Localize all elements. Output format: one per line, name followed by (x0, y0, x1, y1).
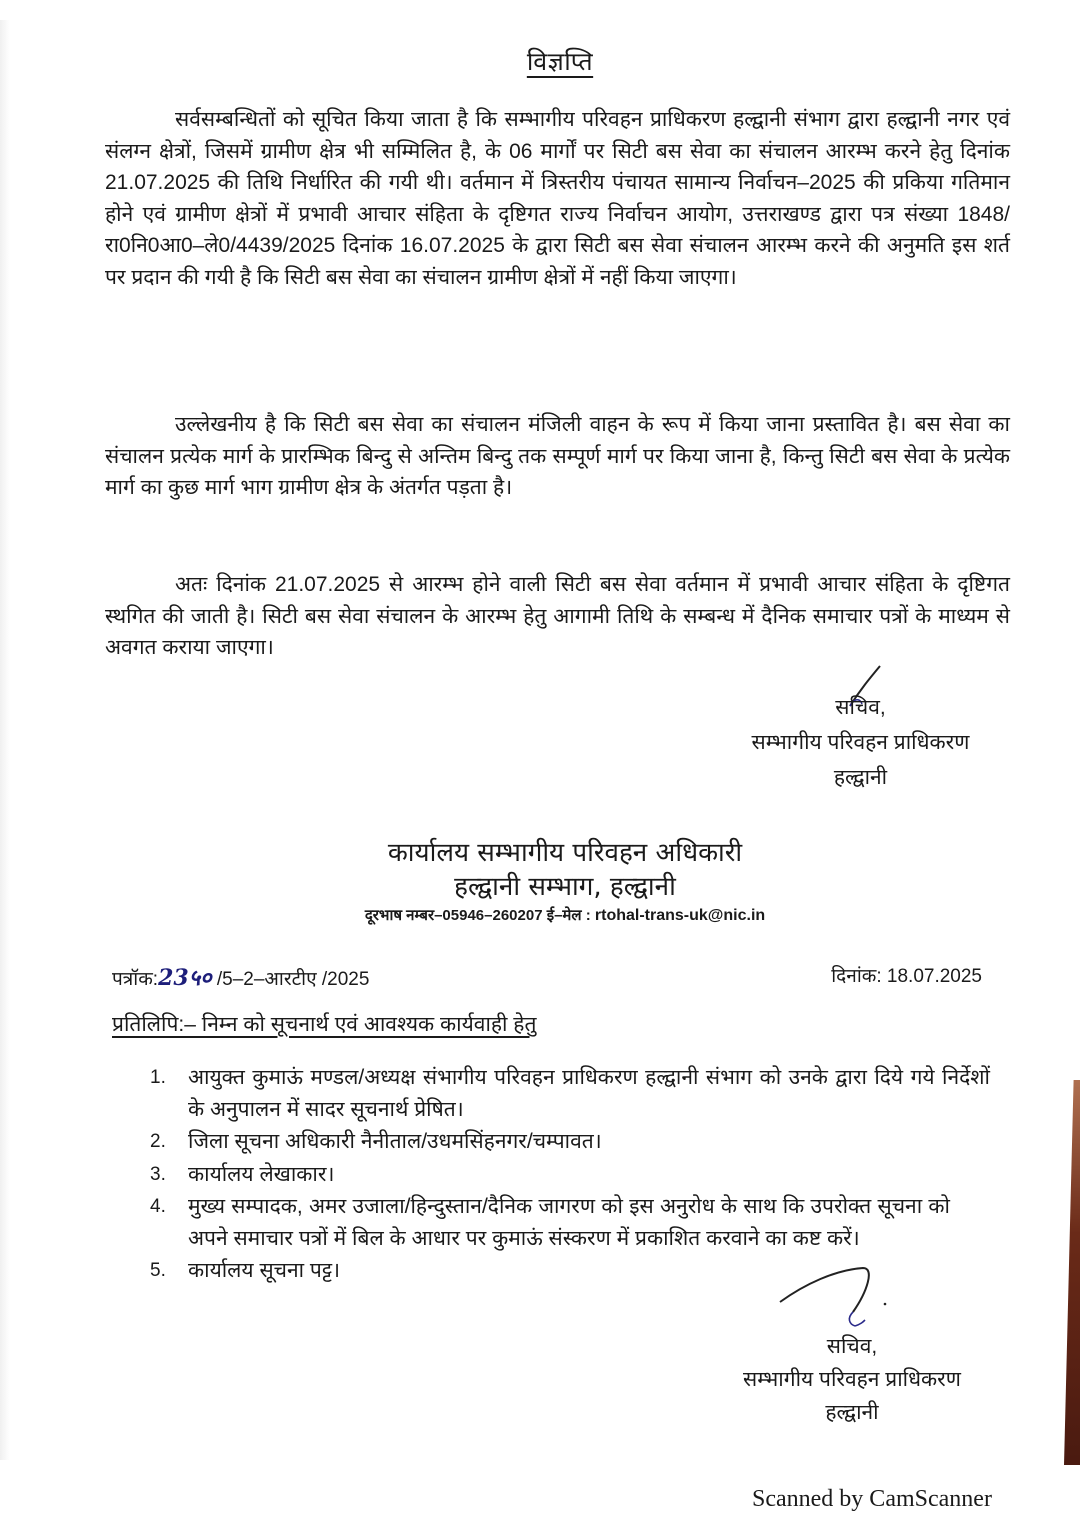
letter-date (831, 962, 982, 992)
notice-paragraph-1: सर्वसम्बन्धितों को सूचित किया जाता है कि सम्भागीय परिवहन प्राधिकरण हल्द्वानी संभाग द्वारा हल्द्वानी नगर एवं संलग्न क्षेत्रों, जिसमें ग्रामीण क्षेत्र भी सम्मिलित है, के 06 मार्गों पर सिटी बस सेवा का संचालन आरम्भ करने हेतु दिनांक 21.07.2025 की तिथि निर्धारित की गयी थी। वर्तमान में त्रिस्तरीय पंचायत सामान्य निर्वाचन–2025 की प्रकिया गतिमान होने एवं ग्रामीण क्षेत्रों में प्रभावी आचार संहिता के दृष्टिगत राज्य निर्वाचन आयोग, उत्तराखण्ड द्वारा पत्र संख्या 1848/रा0नि0आ0–ले0/4439/2025 दिनांक 16.07.2025 के द्वारा सिटी बस सेवा संचालन आरम्भ करने की अनुमति इस शर्त पर प्रदान की गयी है कि सिटी बस सेवा का संचालन ग्रामीण क्षेत्रों में नहीं किया जाएगा। (105, 108, 1010, 289)
office-header (330, 836, 800, 928)
office-email: rtohal-trans-uk@nic.in (594, 907, 766, 924)
notice-title: विज्ञप्ति (526, 48, 594, 76)
list-item (150, 1191, 950, 1254)
list-item-number: 2. (150, 1131, 166, 1152)
signature-place: हल्द्वानी (833, 766, 888, 789)
notice-paragraph-3: अतः दिनांक 21.07.2025 से आरम्भ होने वाली सिटी बस सेवा वर्तमान में प्रभावी आचार संहिता के दृष्टिगत स्थगित की जाती है। सिटी बस सेवा संचालन के आरम्भ हेतु आगामी तिथि के सम्बन्ध में दैनिक समाचार पत्रों के माध्यम से अवगत कराया जाएगा। (105, 573, 1010, 659)
signature-place: हल्द्वानी (825, 1401, 879, 1424)
handwritten-letter-number: 23५० (158, 965, 212, 991)
office-contact (330, 904, 800, 928)
letter-number (112, 962, 369, 992)
camscanner-watermark: Scanned by CamScanner (752, 1486, 992, 1512)
office-division: हल्द्वानी सम्भाग, हल्द्वानी (454, 872, 676, 902)
copy-to-heading: प्रतिलिपि:– निम्न को सूचनार्थ एवं आवश्यक कार्यवाही हेतु (112, 1013, 537, 1036)
list-item-number: 5. (150, 1260, 166, 1281)
signature-mark-2 (775, 1262, 895, 1332)
list-item-number: 4. (150, 1196, 166, 1217)
list-item (150, 1159, 990, 1191)
list-item-text: जिला सूचना अधिकारी नैनीताल/उधमसिंहनगर/चम्पावत। (188, 1130, 602, 1153)
table-background-edge (1064, 1080, 1080, 1465)
notice-paragraph-2: उल्लेखनीय है कि सिटी बस सेवा का संचालन मंजिली वाहन के रूप में किया जाना प्रस्तावित है। बस सेवा का संचालन प्रत्येक मार्ग के प्रारम्भिक बिन्दु से अन्तिम बिन्दु तक सम्पूर्ण मार्ग पर किया जाना है, किन्तु सिटी बस सेवा के प्रत्येक मार्ग का कुछ मार्ग भाग ग्रामीण क्षेत्र के अंतर्गत पड़ता है। (105, 413, 1010, 499)
list-item-text: कार्यालय लेखाकार। (188, 1162, 335, 1186)
reference-row (112, 962, 982, 992)
letter-date-label: दिनांक: (831, 966, 882, 987)
office-name: कार्यालय सम्भागीय परिवहन अधिकारी (387, 838, 743, 868)
signature-authority: सम्भागीय परिवहन प्राधिकरण (743, 1368, 961, 1391)
notice-signature-block (728, 690, 993, 795)
list-item (150, 1126, 990, 1158)
list-item-text: आयुक्त कुमाऊं मण्डल/अध्यक्ष संभागीय परिवहन प्राधिकरण हल्द्वानी संभाग को उनके द्वारा दिये गये निर्देशों के अनुपालन में सादर सूचनार्थ प्रेषित। (188, 1066, 990, 1121)
page-edge-shadow (0, 20, 10, 1460)
list-item-text: कार्यालय सूचना पट्ट। (188, 1259, 341, 1282)
signature-designation: सचिव, (835, 696, 886, 719)
list-item-text: मुख्य सम्पादक, अमर उजाला/हिन्दुस्तान/दैनिक जागरण को इस अनुरोध के साथ कि उपरोक्त सूचना को अपने समाचार पत्रों में बिल के आधार पर कुमाऊं संस्करण में प्रकाशित करवाने का कष्ट करें। (188, 1195, 950, 1250)
list-item-number: 1. (150, 1067, 166, 1088)
copy-signature-block (722, 1330, 982, 1429)
signature-authority: सम्भागीय परिवहन प्राधिकरण (751, 731, 970, 754)
letter-number-label: पत्रॉक: (112, 969, 159, 990)
list-item-number: 3. (150, 1163, 166, 1185)
list-item (150, 1062, 990, 1125)
copy-to-list (150, 1062, 990, 1288)
office-phone: दूरभाष नम्बर–05946–260207 ई–मेल : (364, 907, 595, 924)
signature-designation: सचिव, (826, 1335, 878, 1358)
letter-number-suffix: /5–2–आरटीए /2025 (211, 969, 370, 990)
letter-date-value: 18.07.2025 (886, 966, 982, 987)
